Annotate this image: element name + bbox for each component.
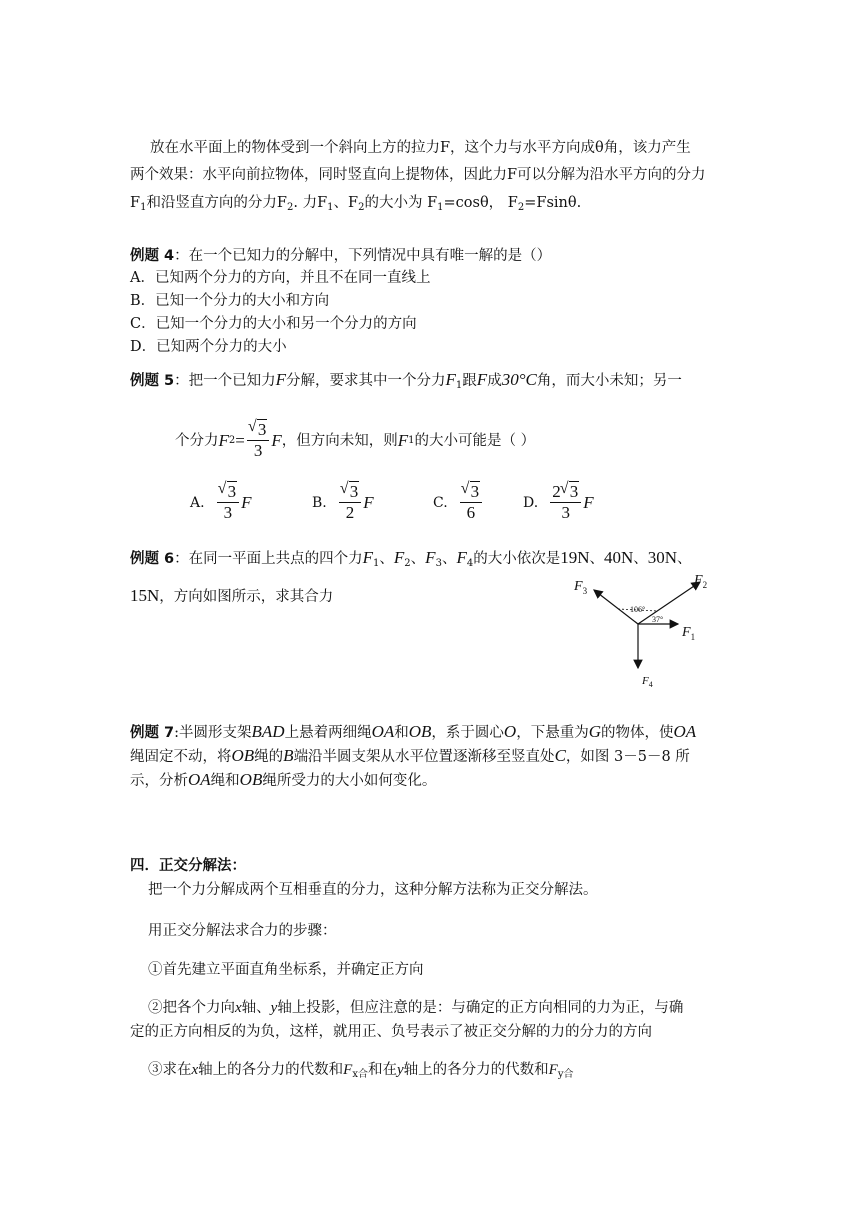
example-5-option-a: A. √ 3 3 F xyxy=(190,480,252,522)
force-diagram xyxy=(560,566,720,696)
example-7-line-3: 示，分析OA绳和OB绳所受力的大小如何变化。 xyxy=(130,770,437,789)
force-f2-arrow xyxy=(638,582,700,624)
label-f2: $F_2$ xyxy=(694,573,708,590)
example-5-option-b: B. √ 3 2 F xyxy=(312,480,374,522)
label-f4: $F_4$ xyxy=(642,675,653,689)
angle-label-37: 37° xyxy=(652,615,664,624)
example-7-line-1: 例题 7:半圆形支架BAD上悬着两细绳OA和OB，系于圆心O，下悬重为G的物体，使OA xyxy=(130,722,697,741)
example-5-label: 例题 5 xyxy=(130,373,175,389)
section-4-title: 四．正交分解法： xyxy=(130,858,246,874)
example-7-label: 例题 7 xyxy=(130,725,175,741)
example-4-option-d: D．已知两个分力的大小 xyxy=(130,339,287,355)
section-4-step-2-line-1: ②把各个力向x轴、y轴上投影，但应注意的是：与确定的正方向相同的力为正，与确 xyxy=(148,1000,684,1016)
angle-label-106: 106° xyxy=(630,605,646,614)
example-4-option-a: A．已知两个分力的方向，并且不在同一直线上 xyxy=(130,270,431,286)
example-5-option-c: C. √ 3 6 xyxy=(433,482,484,523)
example-6-label: 例题 6 xyxy=(130,551,175,567)
example-5-question-line-2: 个分力 F 2 = √ 3 3 F ，但方向未知，则 F 1 的大小可能是（ ） xyxy=(175,418,536,460)
example-6-question-line-2: 15N，方向如图所示，求其合力 xyxy=(130,586,334,605)
example-6-question-line-1: 例题 6：在同一平面上共点的四个力$F_1$、$F_2$、$F_3$、$F_4$的大小依次是19N、40N、30N、 xyxy=(130,548,692,569)
example-4-question: 例题 4：在一个已知力的分解中，下列情况中具有唯一解的是（） xyxy=(130,248,552,264)
fraction-sqrt3-over-3: √ 3 3 xyxy=(247,420,270,461)
example-4-label: 例题 4 xyxy=(130,248,175,264)
example-4-option-b: B．已知一个分力的大小和方向 xyxy=(130,293,330,309)
intro-line-3: $F_1$和沿竖直方向的分力$F_2$. 力$F_1$、$F_2$的大小为 $F_1=\cos\theta$， $F_2=Fsin\theta$. xyxy=(130,195,582,213)
label-f3: $F_3$ xyxy=(574,579,588,596)
example-7-line-2: 绳固定不动，将OB绳的B端沿半圆支架从水平位置逐渐移至竖直处C，如图 3－5－8 所 xyxy=(130,746,690,765)
section-4-para-1: 把一个力分解成两个互相垂直的分力，这种分解方法称为正交分解法。 xyxy=(148,882,598,898)
example-5-option-d: D. 2 √ 3 3 F xyxy=(523,480,594,522)
example-5-question-line-1: 例题 5：把一个已知力F分解，要求其中一个分力$F_1$跟F成30°C角，而大小未知；另一 xyxy=(130,370,682,391)
intro-line-2: 两个效果：水平向前拉物体，同时竖直向上提物体，因此力F可以分解为沿水平方向的分力 xyxy=(130,167,706,183)
label-f1: $F_1$ xyxy=(682,625,696,642)
section-4-step-3: ③求在x轴上的各分力的代数和$F_{x合}$和在y轴上的各分力的代数和$F_{y合}$ xyxy=(148,1062,574,1080)
example-4-option-c: C．已知一个分力的大小和另一个分力的方向 xyxy=(130,316,417,332)
intro-line-1: 放在水平面上的物体受到一个斜向上方的拉力F，这个力与水平方向成θ角，该力产生 xyxy=(150,140,691,156)
section-4-step-2-line-2: 定的正方向相反的为负，这样，就用正、负号表示了被正交分解的力的分力的方向 xyxy=(130,1024,652,1040)
section-4-step-1: ①首先建立平面直角坐标系，并确定正方向 xyxy=(148,962,424,978)
section-4-para-2: 用正交分解法求合力的步骤： xyxy=(148,923,337,939)
